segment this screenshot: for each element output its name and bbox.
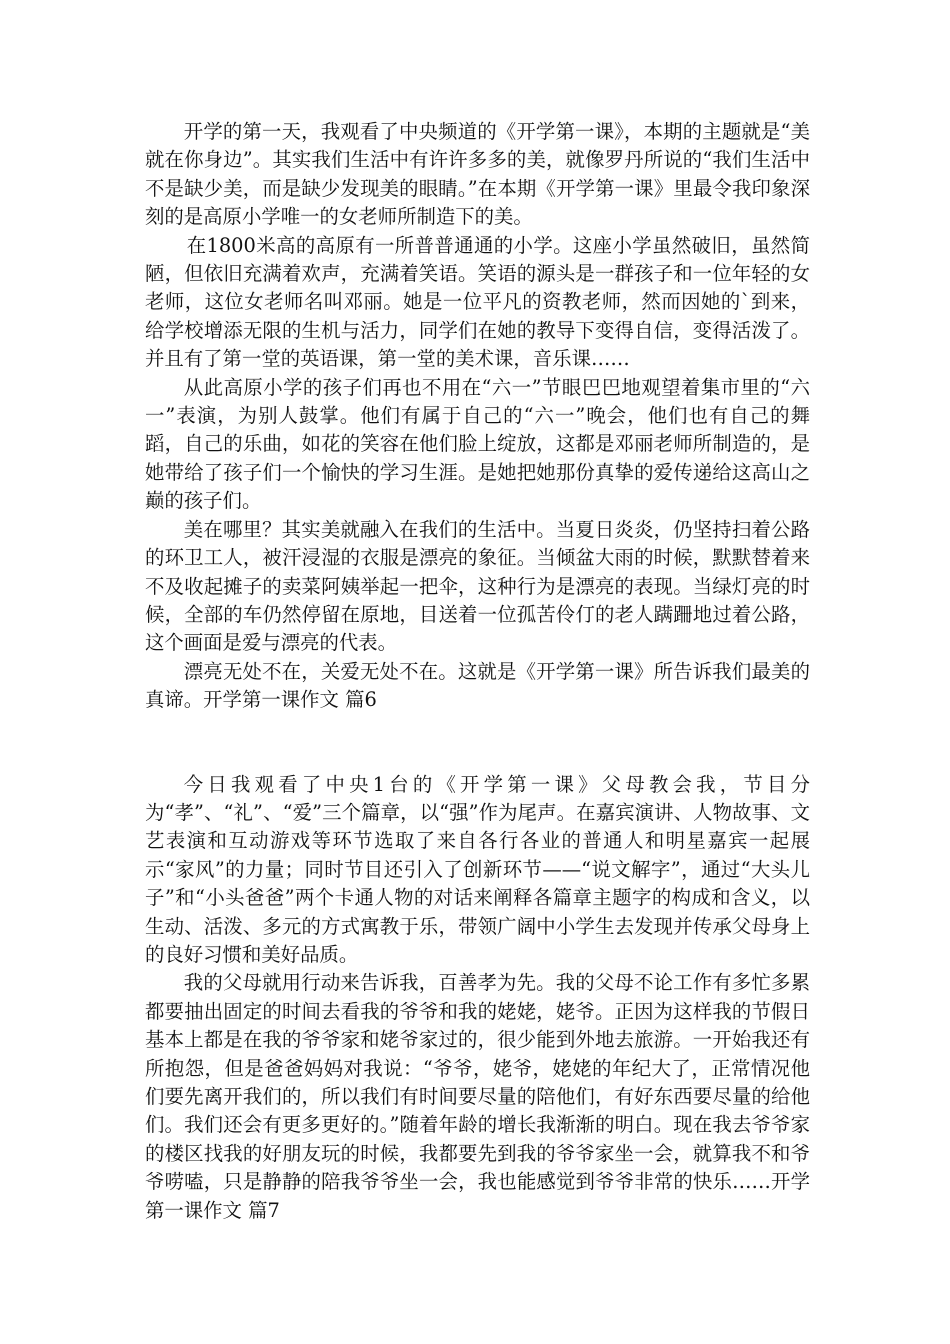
- document-body: [145, 118, 810, 1225]
- essay-section-1: [145, 118, 810, 715]
- section-gap: [145, 715, 810, 771]
- paragraph: 在1800米高的高原有一所普普通通的小学。这座小学虽然破旧，虽然简陋，但依旧充满着欢声，充满着笑语。笑语的源头是一群孩子和一位年轻的女老师，这位女老师名叫邓丽。她是一位平凡的资教老师，然而因她的`到来，给学校增添无限的生机与活力，同学们在她的教导下变得自信，变得活泼了。并且有了第一堂的英语课，第一堂的美术课，音乐课……: [145, 233, 810, 371]
- paragraph: 今日我观看了中央1台的《开学第一课》父母教会我，节目分为“孝”、“礼”、“爱”三个篇章，以“强”作为尾声。在嘉宾演讲、人物故事、文艺表演和互动游戏等环节选取了来自各行各业的普通人和明星嘉宾一起展示“家风”的力量；同时节目还引入了创新环节——“说文解字”，通过“大头儿子”和“小头爸爸”两个卡通人物的对话来阐释各篇章主题字的构成和含义，以生动、活泼、多元的方式寓教于乐，带领广阔中小学生去发现并传承父母身上的良好习惯和美好品质。: [145, 772, 810, 966]
- essay-section-2: [145, 771, 810, 1226]
- paragraph: 美在哪里？其实美就融入在我们的生活中。当夏日炎炎，仍坚持扫着公路的环卫工人，被汗浸湿的衣服是漂亮的象征。当倾盆大雨的时候，默默替着来不及收起摊子的卖菜阿姨举起一把伞，这种行为是漂亮的表现。当绿灯亮的时候，全部的车仍然停留在原地，目送着一位孤苦伶仃的老人蹒跚地过着公路，这个画面是爱与漂亮的代表。: [145, 517, 810, 655]
- paragraph: 漂亮无处不在，关爱无处不在。这就是《开学第一课》所告诉我们最美的真谛。开学第一课作文 篇6: [145, 659, 810, 712]
- paragraph: 我的父母就用行动来告诉我，百善孝为先。我的父母不论工作有多忙多累都要抽出固定的时间去看我的爷爷和我的姥姥，姥爷。正因为这样我的节假日基本上都是在我的爷爷家和姥爷家过的，很少能到外地去旅游。一开始我还有所抱怨，但是爸爸妈妈对我说：“爷爷，姥爷，姥姥的年纪大了，正常情况他们要先离开我们的，所以我们有时间要尽量的陪他们，有好东西要尽量的给他们。我们还会有更多更好的。”随着年龄的增长我渐渐的明白。现在我去爷爷家的楼区找我的好朋友玩的时候，我都要先到我的爷爷家坐一会，就算我不和爷爷唠嗑，只是静静的陪我爷爷坐一会，我也能感觉到爷爷非常的快乐……开学第一课作文 篇7: [145, 971, 810, 1222]
- paragraph: 从此高原小学的孩子们再也不用在“六一”节眼巴巴地观望着集市里的“六一”表演，为别人鼓掌。他们有属于自己的“六一”晚会，他们也有自己的舞蹈，自己的乐曲，如花的笑容在他们脸上绽放，这都是邓丽老师所制造的，是她带给了孩子们一个愉快的学习生涯。是她把她那份真挚的爱传递给这高山之巅的孩子们。: [145, 375, 810, 513]
- paragraph: 开学的第一天，我观看了中央频道的《开学第一课》，本期的主题就是“美就在你身边”。其实我们生活中有许许多多的美，就像罗丹所说的“我们生活中不是缺少美，而是缺少发现美的眼睛。”在本期《开学第一课》里最令我印象深刻的是高原小学唯一的女老师所制造下的美。: [145, 120, 810, 229]
